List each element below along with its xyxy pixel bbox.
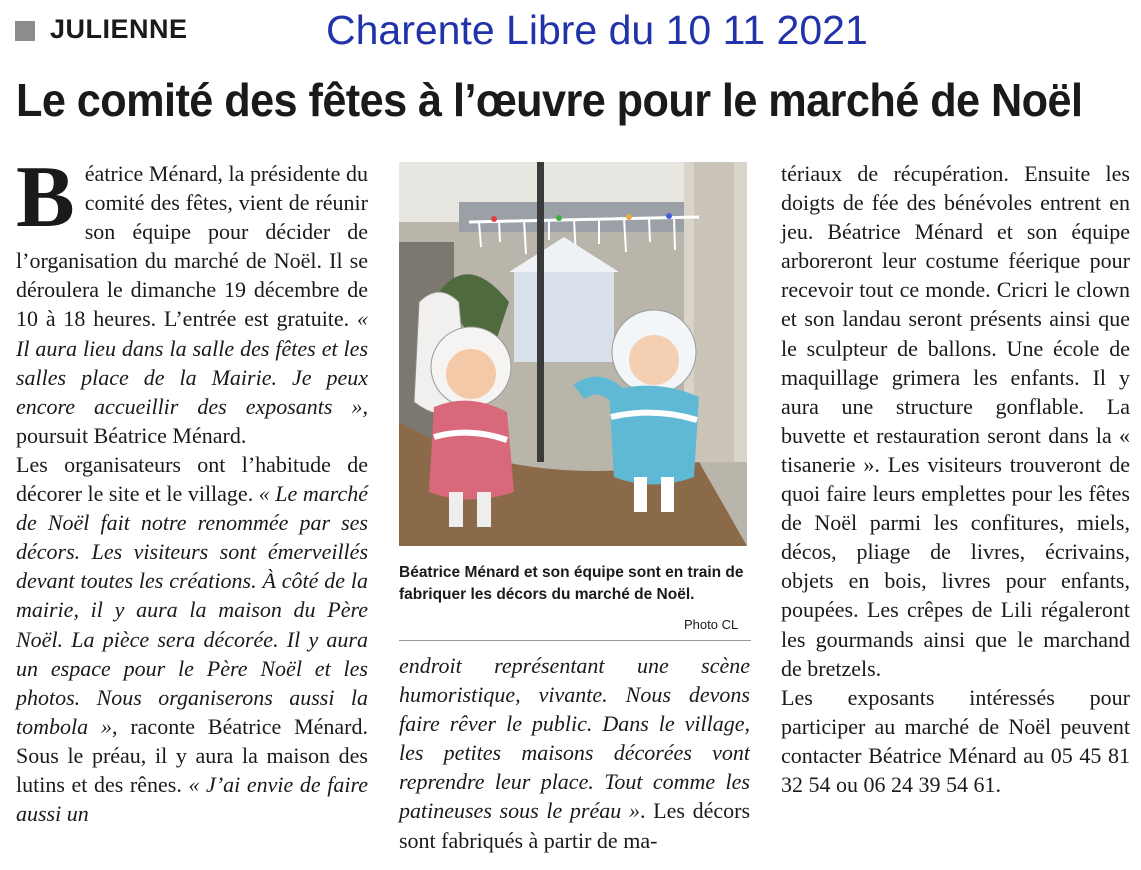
column-3	[781, 159, 1130, 799]
paragraph-3	[399, 651, 750, 855]
quote-run: « Le marché de Noël fait notre renommée par ses décors. Les visiteurs sont émerveillés devant toutes les créations. À côté de la mairie, il y aura la maison du Père Noël. La pièce sera décorée. Il y aura un espace pour le Père Noël et les photos. Nous organiserons aussi la tombola »	[16, 481, 368, 739]
column-1	[16, 149, 368, 828]
caption-divider	[399, 640, 751, 641]
drop-cap: B	[16, 149, 75, 246]
text-run: , poursuit Béatrice Ménard.	[16, 393, 368, 448]
quote-run: endroit représentant une scène humoristique, vivante. Nous devons faire rêver le public. Dans le village, les petites maisons décorées vont reprendre leur place. Tout comme les patineuses sous le préau »	[399, 653, 750, 824]
paragraph-1	[16, 149, 368, 450]
photo-illustration	[399, 162, 747, 546]
column-2	[399, 651, 750, 855]
text-run: Les organisateurs ont l’habitude de décorer le site et le village.	[16, 451, 368, 507]
photo-credit: Photo CL	[684, 617, 739, 632]
section-marker	[15, 21, 35, 41]
source-label: Charente Libre du 10 11 2021	[326, 7, 868, 53]
photo-caption: Béatrice Ménard et son équipe sont en train de fabriquer les décors du marché de Noël.	[399, 564, 744, 603]
paragraph-4: tériaux de récupération. Ensuite les doigts de fée des bénévoles entrent en jeu. Béatrice Ménard et son équipe arboreront leur costume féerique pour recevoir tout ce monde. Cricri le clown et son landau seront présents ainsi que le sculpteur de ballons. Une école de maquillage grimera les enfants. Il y aura une structure gonflable. La buvette et restauration seront dans la « tisanerie ». Les visiteurs trouveront de quoi faire leurs emplettes pour les fêtes de Noël parmi les confitures, miels, décos, pliage de livres, écrivains, objets en bois, livres pour enfants, poupées. Les crêpes de Lili régaleront les gourmands ainsi que le marchand de bretzels.	[781, 161, 1130, 681]
section-kicker: JULIENNE	[50, 14, 188, 44]
paragraph-2	[16, 450, 368, 828]
quote-run: « J’ai envie de faire aussi un	[16, 771, 368, 827]
text-run: , raconte Béatrice Ménard. Sous le préau, il y aura la maison des lutins et des rênes.	[16, 713, 368, 797]
paragraph-5: Les exposants intéressés pour participer au marché de Noël peuvent contacter Béatrice Ménard au 05 45 81 32 54 ou 06 24 39 54 61.	[781, 684, 1130, 797]
article-photo	[399, 162, 747, 546]
headline: Le comité des fêtes à l’œuvre pour le marché de Noël	[16, 74, 1083, 126]
quote-run: « Il aura lieu dans la salle des fêtes et les salles place de la Mairie. Je peux encore accueillir des exposants »	[16, 306, 368, 419]
text-run: . Les décors sont fabriqués à partir de ma-	[399, 798, 751, 853]
text-run: éatrice Ménard, la présidente du comité des fêtes, vient de réunir son équipe pour décider de l’organisation du marché de Noël. Il se déroulera le dimanche 19 décembre de 10 à 18 heures. L’entrée est gratuite.	[16, 161, 368, 332]
